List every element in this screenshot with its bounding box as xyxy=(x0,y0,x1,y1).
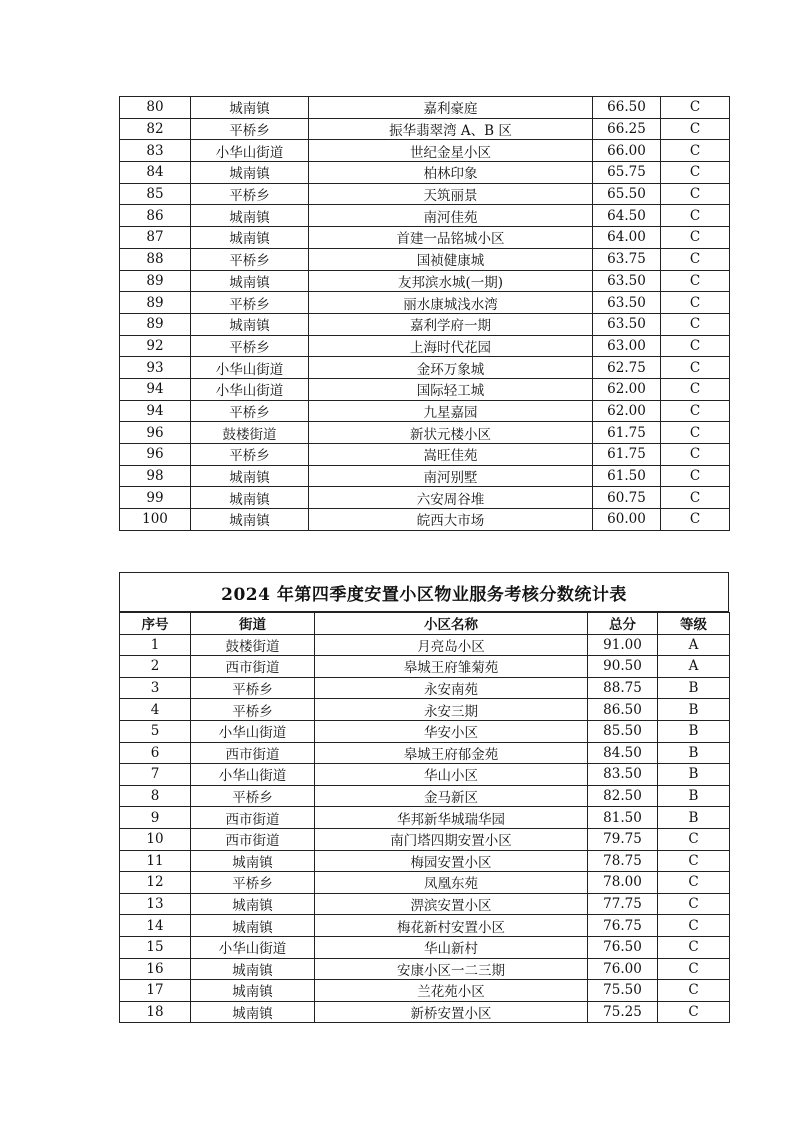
cell-score: 61.75 xyxy=(593,422,661,444)
cell-score: 63.75 xyxy=(593,248,661,270)
cell-index: 13 xyxy=(120,893,191,915)
cell-index: 7 xyxy=(120,764,191,786)
cell-grade: A xyxy=(658,634,730,656)
cell-community: 华山新村 xyxy=(315,936,588,958)
cell-grade: C xyxy=(658,850,730,872)
cell-index: 89 xyxy=(120,313,191,335)
table-row xyxy=(120,292,730,314)
cell-score: 76.50 xyxy=(588,936,658,958)
table-title: 2024 年第四季度安置小区物业服务考核分数统计表 xyxy=(119,572,729,612)
cell-street: 平桥乡 xyxy=(191,699,315,721)
table-row xyxy=(120,958,730,980)
cell-grade: C xyxy=(658,915,730,937)
cell-index: 11 xyxy=(120,850,191,872)
table-row xyxy=(120,785,730,807)
table-row xyxy=(120,162,730,184)
cell-community: 梅花新村安置小区 xyxy=(315,915,588,937)
cell-score: 60.00 xyxy=(593,509,661,531)
cell-score: 75.25 xyxy=(588,1001,658,1023)
cell-score: 61.75 xyxy=(593,444,661,466)
cell-grade: B xyxy=(658,720,730,742)
cell-score: 63.00 xyxy=(593,335,661,357)
cell-grade: C xyxy=(661,487,730,509)
cell-grade: C xyxy=(661,422,730,444)
cell-community: 国祯健康城 xyxy=(309,248,593,270)
cell-index: 12 xyxy=(120,872,191,894)
cell-community: 六安周谷堆 xyxy=(309,487,593,509)
table-row xyxy=(120,357,730,379)
cell-street: 平桥乡 xyxy=(191,677,315,699)
header-street: 街道 xyxy=(191,613,315,635)
cell-score: 83.50 xyxy=(588,764,658,786)
cell-index: 8 xyxy=(120,785,191,807)
cell-grade: C xyxy=(661,140,730,162)
cell-community: 南门塔四期安置小区 xyxy=(315,828,588,850)
cell-index: 4 xyxy=(120,699,191,721)
cell-index: 87 xyxy=(120,227,191,249)
score-table-continued-body xyxy=(120,97,730,531)
cell-community: 首建一品铭城小区 xyxy=(309,227,593,249)
cell-community: 九星嘉园 xyxy=(309,400,593,422)
header-score: 总分 xyxy=(588,613,658,635)
cell-community: 丽水康城浅水湾 xyxy=(309,292,593,314)
cell-grade: C xyxy=(661,292,730,314)
cell-index: 94 xyxy=(120,400,191,422)
table-row xyxy=(120,828,730,850)
cell-grade: C xyxy=(661,465,730,487)
cell-grade: C xyxy=(661,248,730,270)
cell-index: 5 xyxy=(120,720,191,742)
cell-index: 84 xyxy=(120,162,191,184)
cell-index: 16 xyxy=(120,958,191,980)
cell-index: 3 xyxy=(120,677,191,699)
cell-community: 金环万象城 xyxy=(309,357,593,379)
score-table-continued xyxy=(119,96,730,531)
cell-street: 平桥乡 xyxy=(191,118,309,140)
cell-community: 振华翡翠湾 A、B 区 xyxy=(309,118,593,140)
cell-street: 城南镇 xyxy=(191,980,315,1002)
table-row xyxy=(120,118,730,140)
cell-index: 99 xyxy=(120,487,191,509)
cell-score: 79.75 xyxy=(588,828,658,850)
cell-index: 89 xyxy=(120,270,191,292)
table-row xyxy=(120,872,730,894)
cell-score: 77.75 xyxy=(588,893,658,915)
cell-grade: C xyxy=(658,1001,730,1023)
cell-score: 91.00 xyxy=(588,634,658,656)
cell-street: 城南镇 xyxy=(191,270,309,292)
cell-grade: B xyxy=(658,699,730,721)
cell-grade: C xyxy=(661,357,730,379)
cell-score: 86.50 xyxy=(588,699,658,721)
cell-street: 城南镇 xyxy=(191,487,309,509)
cell-grade: A xyxy=(658,656,730,678)
cell-street: 城南镇 xyxy=(191,915,315,937)
cell-community: 世纪金星小区 xyxy=(309,140,593,162)
cell-community: 月亮岛小区 xyxy=(315,634,588,656)
cell-street: 城南镇 xyxy=(191,97,309,119)
cell-score: 88.75 xyxy=(588,677,658,699)
cell-grade: C xyxy=(661,378,730,400)
cell-score: 65.75 xyxy=(593,162,661,184)
cell-community: 南河别墅 xyxy=(309,465,593,487)
cell-score: 66.50 xyxy=(593,97,661,119)
cell-street: 城南镇 xyxy=(191,509,309,531)
cell-community: 新状元楼小区 xyxy=(309,422,593,444)
table-row xyxy=(120,764,730,786)
cell-score: 66.25 xyxy=(593,118,661,140)
cell-community: 南河佳苑 xyxy=(309,205,593,227)
cell-index: 6 xyxy=(120,742,191,764)
cell-street: 小华山街道 xyxy=(191,936,315,958)
table-row xyxy=(120,720,730,742)
header-row xyxy=(120,613,730,635)
cell-community: 淠滨安置小区 xyxy=(315,893,588,915)
cell-grade: C xyxy=(658,958,730,980)
cell-community: 嘉利豪庭 xyxy=(309,97,593,119)
cell-community: 安康小区一二三期 xyxy=(315,958,588,980)
cell-grade: B xyxy=(658,764,730,786)
cell-score: 90.50 xyxy=(588,656,658,678)
cell-community: 华山小区 xyxy=(315,764,588,786)
cell-grade: C xyxy=(661,118,730,140)
cell-score: 60.75 xyxy=(593,487,661,509)
cell-community: 柏林印象 xyxy=(309,162,593,184)
cell-street: 平桥乡 xyxy=(191,292,309,314)
cell-score: 62.00 xyxy=(593,378,661,400)
cell-grade: B xyxy=(658,807,730,829)
cell-grade: C xyxy=(661,227,730,249)
cell-street: 平桥乡 xyxy=(191,183,309,205)
cell-street: 城南镇 xyxy=(191,850,315,872)
cell-index: 100 xyxy=(120,509,191,531)
cell-community: 华邦新华城瑞华园 xyxy=(315,807,588,829)
cell-community: 嵩旺佳苑 xyxy=(309,444,593,466)
table-row xyxy=(120,634,730,656)
table-row xyxy=(120,335,730,357)
cell-grade: B xyxy=(658,785,730,807)
cell-index: 85 xyxy=(120,183,191,205)
header-index: 序号 xyxy=(120,613,191,635)
cell-street: 城南镇 xyxy=(191,227,309,249)
cell-street: 平桥乡 xyxy=(191,872,315,894)
cell-community: 友邦滨水城(一期) xyxy=(309,270,593,292)
cell-street: 小华山街道 xyxy=(191,378,309,400)
score-table xyxy=(119,612,730,1023)
cell-grade: C xyxy=(661,162,730,184)
cell-index: 94 xyxy=(120,378,191,400)
table-row xyxy=(120,893,730,915)
table-row xyxy=(120,677,730,699)
cell-street: 平桥乡 xyxy=(191,335,309,357)
cell-community: 新桥安置小区 xyxy=(315,1001,588,1023)
table-row xyxy=(120,936,730,958)
cell-index: 82 xyxy=(120,118,191,140)
cell-score: 78.00 xyxy=(588,872,658,894)
cell-grade: B xyxy=(658,677,730,699)
table-row xyxy=(120,487,730,509)
cell-street: 城南镇 xyxy=(191,1001,315,1023)
cell-index: 18 xyxy=(120,1001,191,1023)
cell-index: 15 xyxy=(120,936,191,958)
header-community: 小区名称 xyxy=(315,613,588,635)
cell-grade: C xyxy=(658,936,730,958)
cell-index: 98 xyxy=(120,465,191,487)
cell-street: 鼓楼街道 xyxy=(191,634,315,656)
cell-street: 城南镇 xyxy=(191,313,309,335)
table-row xyxy=(120,205,730,227)
cell-grade: C xyxy=(661,183,730,205)
cell-street: 城南镇 xyxy=(191,205,309,227)
cell-grade: C xyxy=(658,872,730,894)
cell-community: 国际轻工城 xyxy=(309,378,593,400)
cell-grade: C xyxy=(661,97,730,119)
cell-street: 平桥乡 xyxy=(191,444,309,466)
cell-community: 天筑丽景 xyxy=(309,183,593,205)
cell-score: 82.50 xyxy=(588,785,658,807)
table-row xyxy=(120,248,730,270)
table-row xyxy=(120,807,730,829)
cell-index: 89 xyxy=(120,292,191,314)
cell-community: 皋城王府雏菊苑 xyxy=(315,656,588,678)
cell-index: 10 xyxy=(120,828,191,850)
cell-community: 金马新区 xyxy=(315,785,588,807)
cell-score: 76.00 xyxy=(588,958,658,980)
cell-street: 鼓楼街道 xyxy=(191,422,309,444)
cell-score: 63.50 xyxy=(593,292,661,314)
cell-grade: C xyxy=(661,313,730,335)
cell-index: 80 xyxy=(120,97,191,119)
cell-grade: C xyxy=(658,828,730,850)
cell-grade: B xyxy=(658,742,730,764)
cell-street: 城南镇 xyxy=(191,958,315,980)
cell-index: 2 xyxy=(120,656,191,678)
cell-community: 皖西大市场 xyxy=(309,509,593,531)
cell-street: 平桥乡 xyxy=(191,785,315,807)
cell-index: 1 xyxy=(120,634,191,656)
cell-street: 西市街道 xyxy=(191,807,315,829)
cell-community: 皋城王府郁金苑 xyxy=(315,742,588,764)
cell-score: 84.50 xyxy=(588,742,658,764)
table-row xyxy=(120,699,730,721)
table-row xyxy=(120,850,730,872)
cell-index: 88 xyxy=(120,248,191,270)
cell-community: 凤凰东苑 xyxy=(315,872,588,894)
cell-street: 平桥乡 xyxy=(191,400,309,422)
cell-index: 83 xyxy=(120,140,191,162)
table-row xyxy=(120,270,730,292)
cell-grade: C xyxy=(661,270,730,292)
cell-community: 上海时代花园 xyxy=(309,335,593,357)
cell-score: 63.50 xyxy=(593,313,661,335)
cell-score: 81.50 xyxy=(588,807,658,829)
cell-score: 62.75 xyxy=(593,357,661,379)
cell-grade: C xyxy=(661,205,730,227)
cell-score: 66.00 xyxy=(593,140,661,162)
cell-score: 76.75 xyxy=(588,915,658,937)
cell-index: 92 xyxy=(120,335,191,357)
cell-community: 兰花苑小区 xyxy=(315,980,588,1002)
cell-street: 西市街道 xyxy=(191,656,315,678)
cell-street: 城南镇 xyxy=(191,893,315,915)
cell-grade: C xyxy=(658,980,730,1002)
cell-street: 平桥乡 xyxy=(191,248,309,270)
table-row xyxy=(120,509,730,531)
cell-street: 小华山街道 xyxy=(191,764,315,786)
table-row xyxy=(120,97,730,119)
cell-score: 61.50 xyxy=(593,465,661,487)
table-row xyxy=(120,444,730,466)
cell-score: 64.50 xyxy=(593,205,661,227)
cell-community: 永安三期 xyxy=(315,699,588,721)
table-row xyxy=(120,422,730,444)
cell-grade: C xyxy=(661,400,730,422)
table-row xyxy=(120,656,730,678)
cell-score: 63.50 xyxy=(593,270,661,292)
table-row xyxy=(120,378,730,400)
cell-score: 65.50 xyxy=(593,183,661,205)
table-row xyxy=(120,915,730,937)
cell-street: 小华山街道 xyxy=(191,720,315,742)
score-table-body xyxy=(120,634,730,1023)
cell-index: 96 xyxy=(120,422,191,444)
cell-index: 17 xyxy=(120,980,191,1002)
cell-community: 永安南苑 xyxy=(315,677,588,699)
table-row xyxy=(120,400,730,422)
header-grade: 等级 xyxy=(658,613,730,635)
table-row xyxy=(120,140,730,162)
cell-index: 93 xyxy=(120,357,191,379)
cell-street: 西市街道 xyxy=(191,742,315,764)
cell-score: 64.00 xyxy=(593,227,661,249)
cell-grade: C xyxy=(661,444,730,466)
cell-street: 城南镇 xyxy=(191,465,309,487)
cell-score: 62.00 xyxy=(593,400,661,422)
cell-index: 96 xyxy=(120,444,191,466)
cell-score: 78.75 xyxy=(588,850,658,872)
cell-grade: C xyxy=(661,509,730,531)
cell-street: 小华山街道 xyxy=(191,140,309,162)
cell-grade: C xyxy=(658,893,730,915)
cell-community: 嘉利学府一期 xyxy=(309,313,593,335)
cell-community: 华安小区 xyxy=(315,720,588,742)
cell-index: 14 xyxy=(120,915,191,937)
table-row xyxy=(120,742,730,764)
table-row xyxy=(120,313,730,335)
cell-index: 9 xyxy=(120,807,191,829)
table-row xyxy=(120,465,730,487)
cell-street: 西市街道 xyxy=(191,828,315,850)
table-row xyxy=(120,183,730,205)
cell-grade: C xyxy=(661,335,730,357)
cell-street: 小华山街道 xyxy=(191,357,309,379)
cell-score: 75.50 xyxy=(588,980,658,1002)
cell-community: 梅园安置小区 xyxy=(315,850,588,872)
cell-index: 86 xyxy=(120,205,191,227)
cell-score: 85.50 xyxy=(588,720,658,742)
table-row xyxy=(120,1001,730,1023)
table-row xyxy=(120,980,730,1002)
cell-street: 城南镇 xyxy=(191,162,309,184)
table-row xyxy=(120,227,730,249)
